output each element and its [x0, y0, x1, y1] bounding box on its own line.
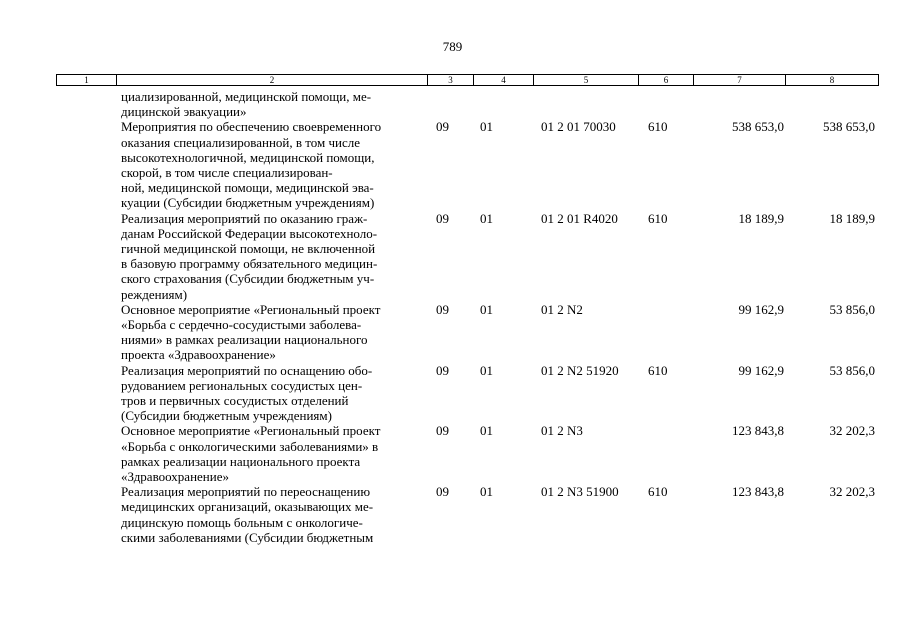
- table-row: [0, 119, 905, 210]
- row-name: Реализация мероприятий по переоснащению медицинских организаций, оказывающих ме- дицинскую помощь больным с онкологиче- скими заболеваниями (Субсидии бюджетным: [121, 484, 374, 545]
- page-number: 789: [442, 39, 463, 54]
- row-code: 01 2 N3: [541, 423, 583, 439]
- row-name: циализированной, медицинской помощи, ме- дицинской эвакуации»: [121, 89, 372, 120]
- column-header-6: 6: [639, 75, 694, 85]
- row-amount-8: 53 856,0: [829, 301, 875, 317]
- column-header-7: 7: [694, 75, 786, 85]
- row-code: 01 2 01 R4020: [541, 210, 618, 226]
- row-name: Основное мероприятие «Региональный проект «Борьба с сердечно-сосудистыми заболева- ниями» в рамках реализации национального проекта «Здравоохранение»: [121, 301, 381, 363]
- row-subsection: 01: [480, 119, 493, 135]
- row-type: 610: [648, 484, 668, 500]
- row-amount-7: 538 653,0: [732, 119, 784, 135]
- row-amount-8: 32 202,3: [829, 484, 875, 500]
- table-header: [56, 74, 879, 86]
- table-row: [0, 302, 905, 363]
- row-name: Мероприятия по обеспечению своевременного оказания специализированной, в том числе высокотехнологичной, медицинской помощи, скорой, в том числе специализирован- ной, медицинской помощи, медицинской эва- куации (Субсидии бюджетным учреждениям): [121, 119, 382, 211]
- row-amount-8: 53 856,0: [829, 362, 875, 378]
- row-name: Основное мероприятие «Региональный проект «Борьба с онкологическими заболеваниями» в рамках реализации национального проекта «Здравоохранение»: [121, 423, 381, 485]
- row-section: 09: [436, 301, 449, 317]
- table-row: [0, 89, 905, 119]
- table-row: [0, 363, 905, 424]
- row-amount-7: 123 843,8: [732, 423, 784, 439]
- row-subsection: 01: [480, 423, 493, 439]
- row-subsection: 01: [480, 210, 493, 226]
- row-amount-8: 32 202,3: [829, 423, 875, 439]
- column-header-5: 5: [534, 75, 639, 85]
- row-amount-7: 99 162,9: [738, 362, 784, 378]
- row-type: 610: [648, 362, 668, 378]
- row-subsection: 01: [480, 301, 493, 317]
- row-code: 01 2 N2: [541, 301, 583, 317]
- row-section: 09: [436, 210, 449, 226]
- table-row: [0, 484, 905, 545]
- table-row: [0, 211, 905, 302]
- row-code: 01 2 01 70030: [541, 119, 616, 135]
- row-name: Реализация мероприятий по оказанию граж- данам Российской Федерации высокотехноло- гичной медицинской помощи, не включенной в базовую программу обязательного медицин- ского страхования (Субсидии бюджетным уч- реждениям): [121, 210, 378, 302]
- table-body: [0, 89, 905, 545]
- table-row: [0, 423, 905, 484]
- column-header-1: 1: [57, 75, 117, 85]
- row-code: 01 2 N2 51920: [541, 362, 619, 378]
- row-amount-8: 538 653,0: [823, 119, 875, 135]
- row-amount-8: 18 189,9: [829, 210, 875, 226]
- row-section: 09: [436, 362, 449, 378]
- row-section: 09: [436, 484, 449, 500]
- row-section: 09: [436, 119, 449, 135]
- row-subsection: 01: [480, 362, 493, 378]
- row-code: 01 2 N3 51900: [541, 484, 619, 500]
- row-section: 09: [436, 423, 449, 439]
- column-header-3: 3: [428, 75, 474, 85]
- row-amount-7: 18 189,9: [738, 210, 784, 226]
- row-amount-7: 99 162,9: [738, 301, 784, 317]
- row-type: 610: [648, 210, 668, 226]
- column-header-4: 4: [474, 75, 534, 85]
- row-type: 610: [648, 119, 668, 135]
- column-header-8: 8: [829, 75, 835, 85]
- row-name: Реализация мероприятий по оснащению обо- рудованием региональных сосудистых цен- тров и первичных сосудистых отделений (Субсидии бюджетным учреждениям): [121, 362, 373, 424]
- column-header-2: 2: [117, 75, 428, 85]
- row-amount-7: 123 843,8: [732, 484, 784, 500]
- row-subsection: 01: [480, 484, 493, 500]
